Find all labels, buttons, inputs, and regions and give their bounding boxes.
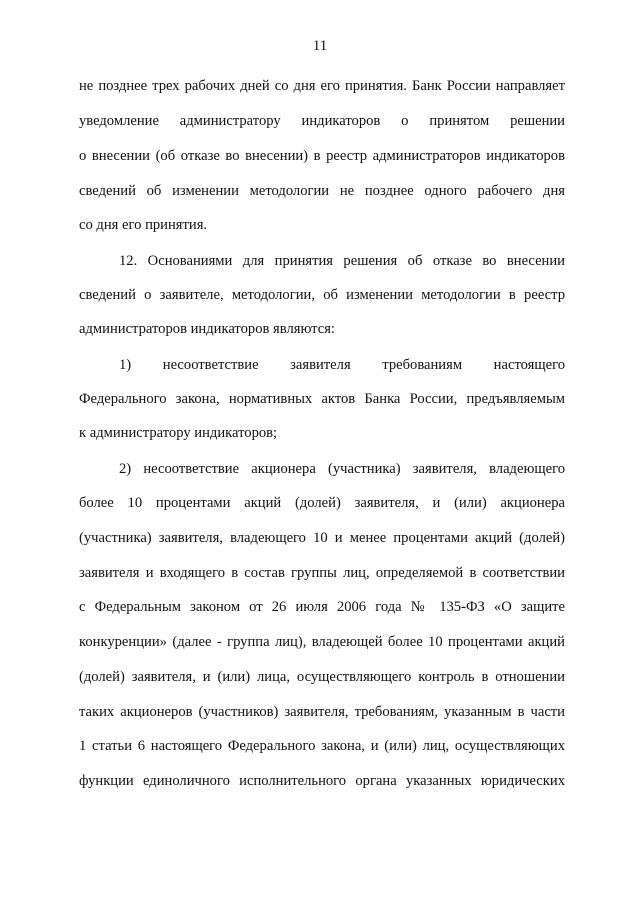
text-line: более 10 процентами акций (долей) заявителя, и (или) акционера bbox=[79, 495, 565, 511]
text-line: не позднее трех рабочих дней со дня его принятия. Банк России направляет bbox=[79, 78, 565, 94]
text-line: 1 статьи 6 настоящего Федерального закона, и (или) лиц, осуществляющих bbox=[79, 738, 565, 754]
text-line: (участника) заявителя, владеющего 10 и менее процентами акций (долей) bbox=[79, 530, 565, 546]
text-line: о внесении (об отказе во внесении) в реестр администраторов индикаторов bbox=[79, 148, 565, 164]
text-line: сведений о заявителе, методологии, об изменении методологии в реестр bbox=[79, 287, 565, 303]
text-line: уведомление администратору индикаторов о принятом решении bbox=[79, 113, 565, 129]
text-line: сведений об изменении методологии не позднее одного рабочего дня bbox=[79, 183, 565, 199]
item-2-first-line: 2) несоответствие акционера (участника) заявителя, владеющего bbox=[119, 461, 565, 477]
text-line: администраторов индикаторов являются: bbox=[79, 321, 335, 337]
text-line: со дня его принятия. bbox=[79, 217, 208, 233]
text-line: (долей) заявителя, и (или) лица, осуществляющего контроль в отношении bbox=[79, 669, 565, 685]
item-1-first-line: 1) несоответствие заявителя требованиям настоящего bbox=[119, 357, 565, 373]
paragraph-12-first-line: 12. Основаниями для принятия решения об отказе во внесении bbox=[119, 253, 565, 269]
page-number: 11 bbox=[312, 38, 328, 54]
text-line: к администратору индикаторов; bbox=[79, 425, 278, 441]
text-line: заявителя и входящего в состав группы лиц, определяемой в соответствии bbox=[79, 565, 565, 581]
text-line: конкуренции» (далее - группа лиц), владеющей более 10 процентами акций bbox=[79, 634, 565, 650]
text-line: с Федеральным законом от 26 июля 2006 года № 135-ФЗ «О защите bbox=[79, 599, 565, 615]
text-line: таких акционеров (участников) заявителя, требованиям, указанным в части bbox=[79, 704, 565, 720]
text-line: функции единоличного исполнительного органа указанных юридических bbox=[79, 773, 565, 789]
text-line: Федерального закона, нормативных актов Банка России, предъявляемым bbox=[79, 391, 565, 407]
